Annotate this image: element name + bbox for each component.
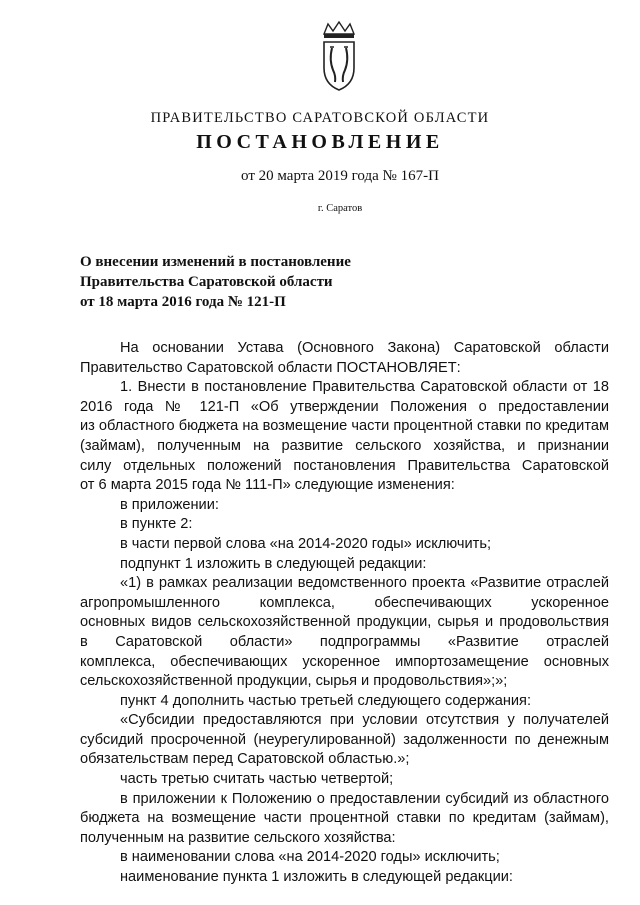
body-line: «Субсидии предоставляются при условии отсутствия у получателей bbox=[120, 712, 609, 729]
decree-date-number: от 20 марта 2019 года № 167-П bbox=[241, 168, 439, 184]
body-line: пункт 4 дополнить частью третьей следующего содержания: bbox=[120, 692, 532, 709]
body-line: «1) в рамках реализации ведомственного проекта «Развитие отраслей bbox=[120, 575, 609, 592]
body-line: 1. Внести в постановление Правительства Саратовской области от 18 bbox=[120, 379, 609, 396]
subject-line: Правительства Саратовской области bbox=[80, 274, 333, 290]
body-line: (займам), полученным на развитие сельского хозяйства, и признании bbox=[80, 437, 609, 454]
body-line: от 6 марта 2015 года № 111-П» следующие изменения: bbox=[80, 477, 455, 494]
government-name: ПРАВИТЕЛЬСТВО САРАТОВСКОЙ ОБЛАСТИ bbox=[150, 110, 490, 126]
body-line: основных видов сельскохозяйственной продукции, сырья и продовольствия bbox=[80, 614, 609, 631]
body-line: в наименовании слова «на 2014-2020 годы» исключить; bbox=[120, 849, 500, 866]
body-line: в Саратовской области» подпрограммы «Развитие отраслей bbox=[80, 633, 609, 650]
body-line: обязательствам перед Саратовской областью.»; bbox=[80, 751, 410, 768]
subject-line: О внесении изменений в постановление bbox=[80, 254, 351, 270]
body-line: полученным на развитие сельского хозяйства: bbox=[80, 829, 396, 846]
body-line: На основании Устава (Основного Закона) Саратовской области bbox=[120, 340, 609, 356]
subject-line: от 18 марта 2016 года № 121-П bbox=[80, 294, 286, 310]
body-line: 2016 года № 121-П «Об утверждении Положения о предоставлении bbox=[80, 398, 609, 415]
body-line: сельскохозяйственной продукции, сырья и продовольствия»;»; bbox=[80, 673, 508, 690]
body-line: из областного бюджета на возмещение части процентной ставки по кредитам bbox=[80, 418, 609, 435]
body-line: силу отдельных положений постановления Правительства Саратовской bbox=[80, 457, 609, 474]
body-line: в приложении к Положению о предоставлении субсидий из областного bbox=[120, 790, 609, 807]
decree-subject bbox=[80, 252, 500, 312]
body-line: бюджета на возмещение части процентной ставки по кредитам (займам), bbox=[80, 810, 609, 827]
body-line: часть третью считать частью четвертой; bbox=[120, 771, 394, 788]
body-line: комплекса, обеспечивающих ускоренное импортозамещение основных bbox=[80, 653, 609, 670]
body-line: в части первой слова «на 2014-2020 годы» исключить; bbox=[120, 535, 492, 552]
body-line: подпункт 1 изложить в следующей редакции: bbox=[120, 555, 427, 572]
body-line: Правительство Саратовской области ПОСТАНОВЛЯЕТ: bbox=[80, 359, 461, 376]
body-line: наименование пункта 1 изложить в следующей редакции: bbox=[120, 869, 513, 886]
decree-title: ПОСТАНОВЛЕНИЕ bbox=[196, 131, 444, 153]
city-name: г. Саратов bbox=[317, 203, 363, 214]
body-line: в пункте 2: bbox=[120, 516, 193, 533]
saratov-coat-of-arms-icon bbox=[318, 20, 360, 92]
body-line: в приложении: bbox=[120, 496, 219, 513]
body-line: агропромышленного комплекса, обеспечивающих ускоренное bbox=[80, 594, 609, 611]
decree-body bbox=[80, 339, 609, 888]
body-line: субсидий просроченной (неурегулированной) задолженности по денежным bbox=[80, 731, 609, 748]
